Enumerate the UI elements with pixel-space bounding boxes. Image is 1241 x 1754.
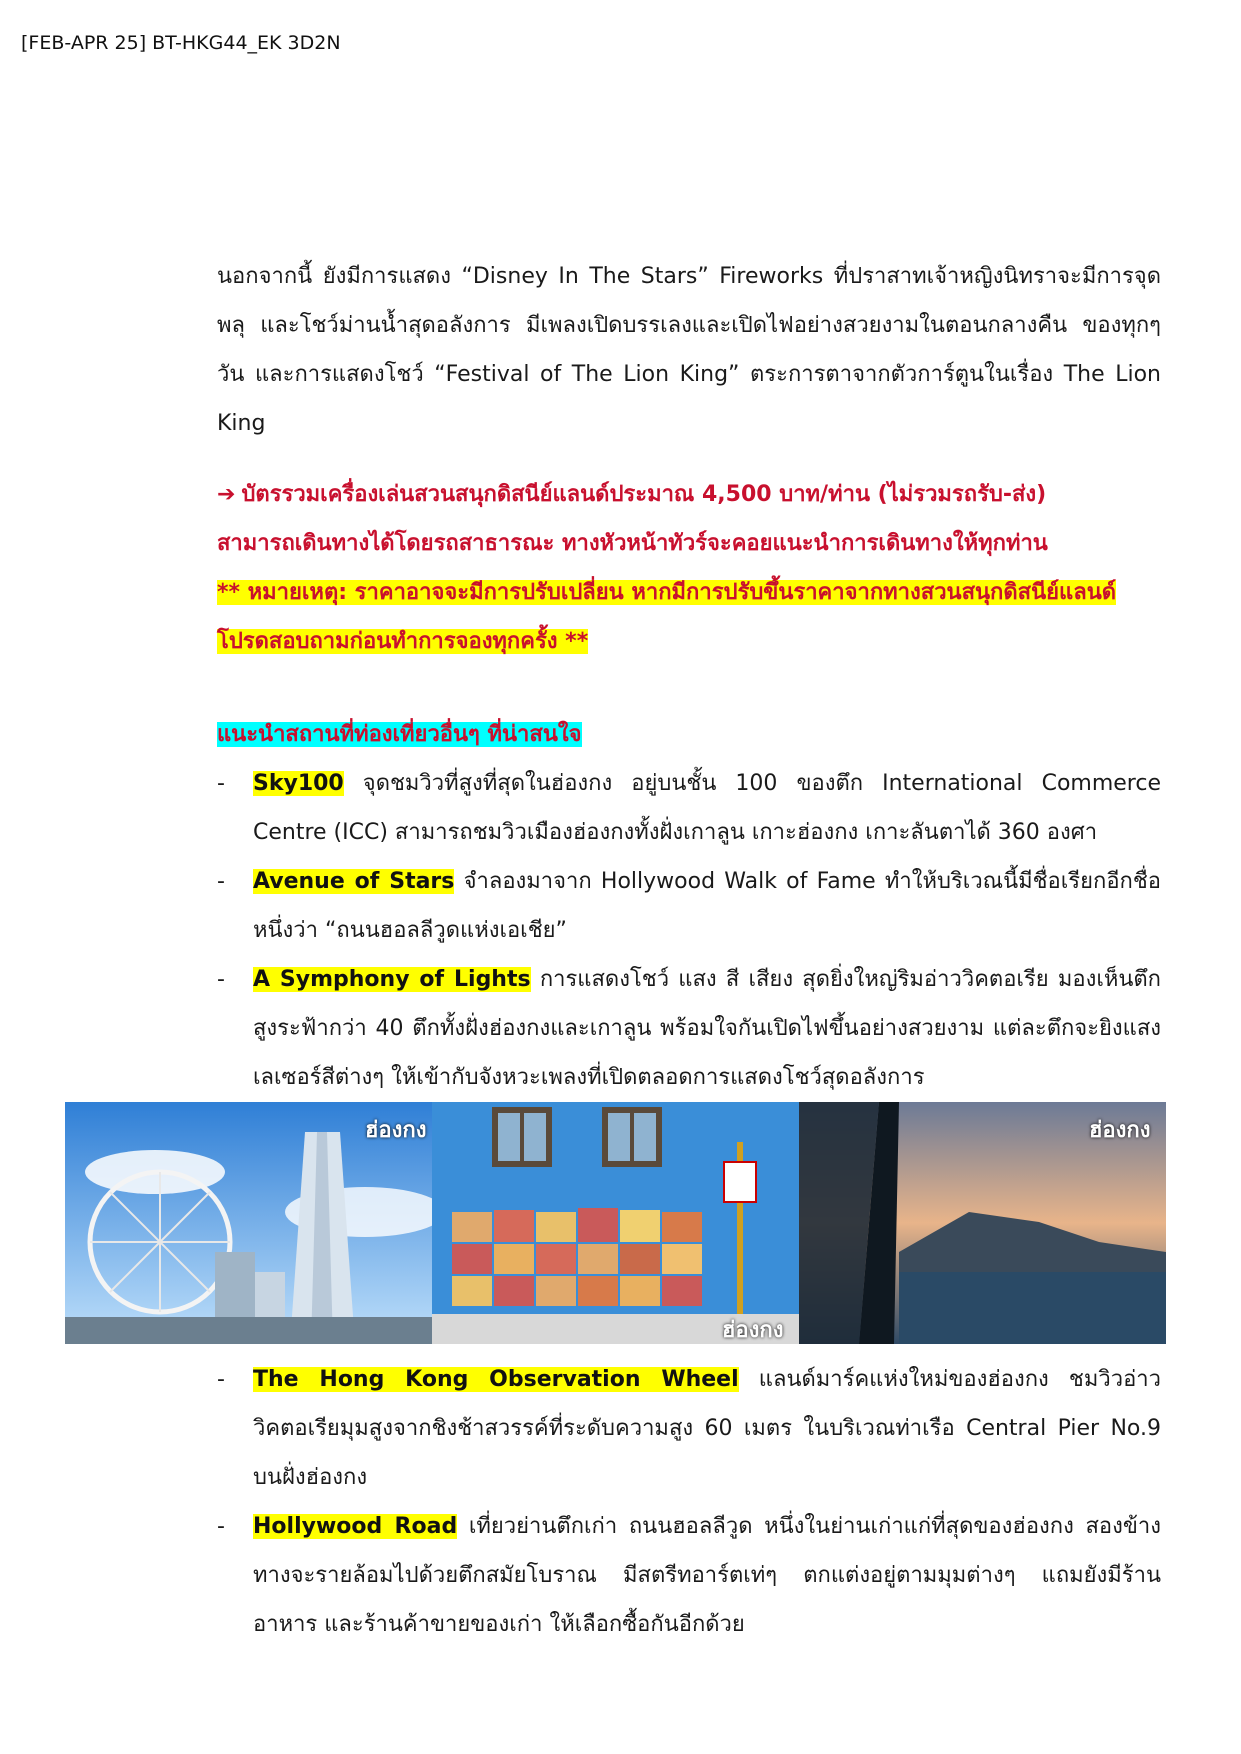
photo-observation-wheel xyxy=(65,1102,432,1344)
ticket-note-text: ** หมายเหตุ: ราคาอาจจะมีการปรับเปลี่ยน หากมีการปรับขึ้นราคาจากทางสวนสนุกดิสนีย์แลนด์ โปรดสอบถามก่อนทำการจองทุกครั้ง ** xyxy=(217,580,1117,654)
section-title xyxy=(217,710,1161,759)
main-content-continued xyxy=(217,1355,1161,1649)
main-content xyxy=(217,252,1161,1102)
list-item: - Avenue of Stars จำลองมาจาก Hollywood Walk of Fame ทำให้บริเวณนี้มีชื่อเรียกอีกชื่อหนึ่งว่า “ถนนฮอลลีวูดแห่งเอเชีย” xyxy=(217,869,1161,943)
document-header: [FEB-APR 25] BT-HKG44_EK 3D2N xyxy=(21,32,341,54)
brand-logo: ฮ่องกง xyxy=(1089,1118,1151,1143)
brand-logo: ฮ่องกง xyxy=(722,1318,784,1343)
attraction-desc: การแสดงโชว์ แสง สี เสียง สุดยิ่งใหญ่ริมอ่าววิคตอเรีย มองเห็นตึกสูงระฟ้ากว่า 40 ตึกทั้งฝั่งฮ่องกงและเกาลูน พร้อมใจกันเปิดไฟขึ้นอย่างสวยงาม แต่ละตึกจะยิงแสงเลเซอร์สีต่างๆ ให้เข้ากับจังหวะเพลงที่เปิดตลอดการแสดงโชว์สุดอลังการ xyxy=(253,967,1161,1090)
attraction-name: Avenue of Stars xyxy=(253,869,455,894)
ticket-note xyxy=(217,568,1161,666)
attraction-name: Sky100 xyxy=(253,771,344,796)
brand-logo: ฮ่องกง xyxy=(365,1118,427,1143)
photo-street-art xyxy=(432,1102,799,1344)
photo-sky100-view xyxy=(799,1102,1166,1344)
attraction-name: Hollywood Road xyxy=(253,1514,458,1539)
list-item: - Sky100 จุดชมวิวที่สูงที่สุดในฮ่องกง อยู่บนชั้น 100 ของตึก International Commerce Centre (ICC) สามารถชมวิวเมืองฮ่องกงทั้งฝั่งเกาลูน เกาะฮ่องกง เกาะลันตาได้ 360 องศา xyxy=(217,771,1161,845)
intro-paragraph: นอกจากนี้ ยังมีการแสดง “Disney In The Stars” Fireworks ที่ปราสาทเจ้าหญิงนิทราจะมีการจุดพลุ และโชว์ม่านน้ำสุดอลังการ มีเพลงเปิดบรรเลงและเปิดไฟอย่างสวยงามในตอนกลางคืน ของทุกๆ วัน และการแสดงโชว์ “Festival of The Lion King” ตระการตาจากตัวการ์ตูนในเรื่อง The Lion King xyxy=(217,264,1161,436)
section-title-text: แนะนำสถานที่ท่องเที่ยวอื่นๆ ที่น่าสนใจ xyxy=(217,722,582,747)
arrow-icon: ➔ xyxy=(217,482,236,507)
attraction-desc: แลนด์มาร์คแห่งใหม่ของฮ่องกง ชมวิวอ่าววิคตอเรียมุมสูงจากชิงช้าสวรรค์ที่ระดับความสูง 60 เมตร ในบริเวณท่าเรือ Central Pier No.9 บนฝั่งฮ่องกง xyxy=(253,1367,1161,1490)
attraction-name: The Hong Kong Observation Wheel xyxy=(253,1367,739,1392)
list-item: - Hollywood Road เที่ยวย่านตึกเก่า ถนนฮอลลีวูด หนึ่งในย่านเก่าแก่ที่สุดของฮ่องกง สองข้างทางจะรายล้อมไปด้วยตึกสมัยโบราณ มีสตรีทอาร์ตเท่ๆ ตกแต่งอยู่ตามมุมต่างๆ แถมยังมีร้านอาหาร และร้านค้าขายของเก่า ให้เลือกซื้อกันอีกด้วย xyxy=(217,1514,1161,1637)
list-item: - A Symphony of Lights การแสดงโชว์ แสง สี เสียง สุดยิ่งใหญ่ริมอ่าววิคตอเรีย มองเห็นตึกสูงระฟ้ากว่า 40 ตึกทั้งฝั่งฮ่องกงและเกาลูน พร้อมใจกันเปิดไฟขึ้นอย่างสวยงาม แต่ละตึกจะยิงแสงเลเซอร์สีต่างๆ ให้เข้ากับจังหวะเพลงที่เปิดตลอดการแสดงโชว์สุดอลังการ xyxy=(217,967,1161,1090)
attraction-desc: เที่ยวย่านตึกเก่า ถนนฮอลลีวูด หนึ่งในย่านเก่าแก่ที่สุดของฮ่องกง สองข้างทางจะรายล้อมไปด้วยตึกสมัยโบราณ มีสตรีทอาร์ตเท่ๆ ตกแต่งอยู่ตามมุมต่างๆ แถมยังมีร้านอาหาร และร้านค้าขายของเก่า ให้เลือกซื้อกันอีกด้วย xyxy=(253,1514,1161,1637)
ticket-transport-line: สามารถเดินทางได้โดยรถสาธารณะ ทางหัวหน้าทัวร์จะคอยแนะนำการเดินทางให้ทุกท่าน xyxy=(217,531,1048,556)
attraction-desc: จุดชมวิวที่สูงที่สุดในฮ่องกง อยู่บนชั้น 100 ของตึก International Commerce Centre (ICC) สามารถชมวิวเมืองฮ่องกงทั้งฝั่งเกาลูน เกาะฮ่องกง เกาะลันตาได้ 360 องศา xyxy=(253,771,1161,845)
photo-strip xyxy=(65,1102,1167,1344)
street-art-illustration xyxy=(432,1102,799,1344)
list-item: - The Hong Kong Observation Wheel แลนด์มาร์คแห่งใหม่ของฮ่องกง ชมวิวอ่าววิคตอเรียมุมสูงจากชิงช้าสวรรค์ที่ระดับความสูง 60 เมตร ในบริเวณท่าเรือ Central Pier No.9 บนฝั่งฮ่องกง xyxy=(217,1367,1161,1490)
attraction-list-bottom xyxy=(217,1355,1161,1649)
attraction-list-top xyxy=(217,759,1161,1102)
attraction-desc: จำลองมาจาก Hollywood Walk of Fame ทำให้บริเวณนี้มีชื่อเรียกอีกชื่อหนึ่งว่า “ถนนฮอลลีวูดแห่งเอเชีย” xyxy=(253,869,1161,943)
ticket-info xyxy=(217,470,1161,666)
ticket-price-text: บัตรรวมเครื่องเล่นสวนสนุกดิสนีย์แลนด์ประมาณ 4,500 บาท/ท่าน (ไม่รวมรถรับ-ส่ง) xyxy=(241,482,1047,507)
ticket-price-line xyxy=(217,470,1161,519)
attraction-name: A Symphony of Lights xyxy=(253,967,531,992)
